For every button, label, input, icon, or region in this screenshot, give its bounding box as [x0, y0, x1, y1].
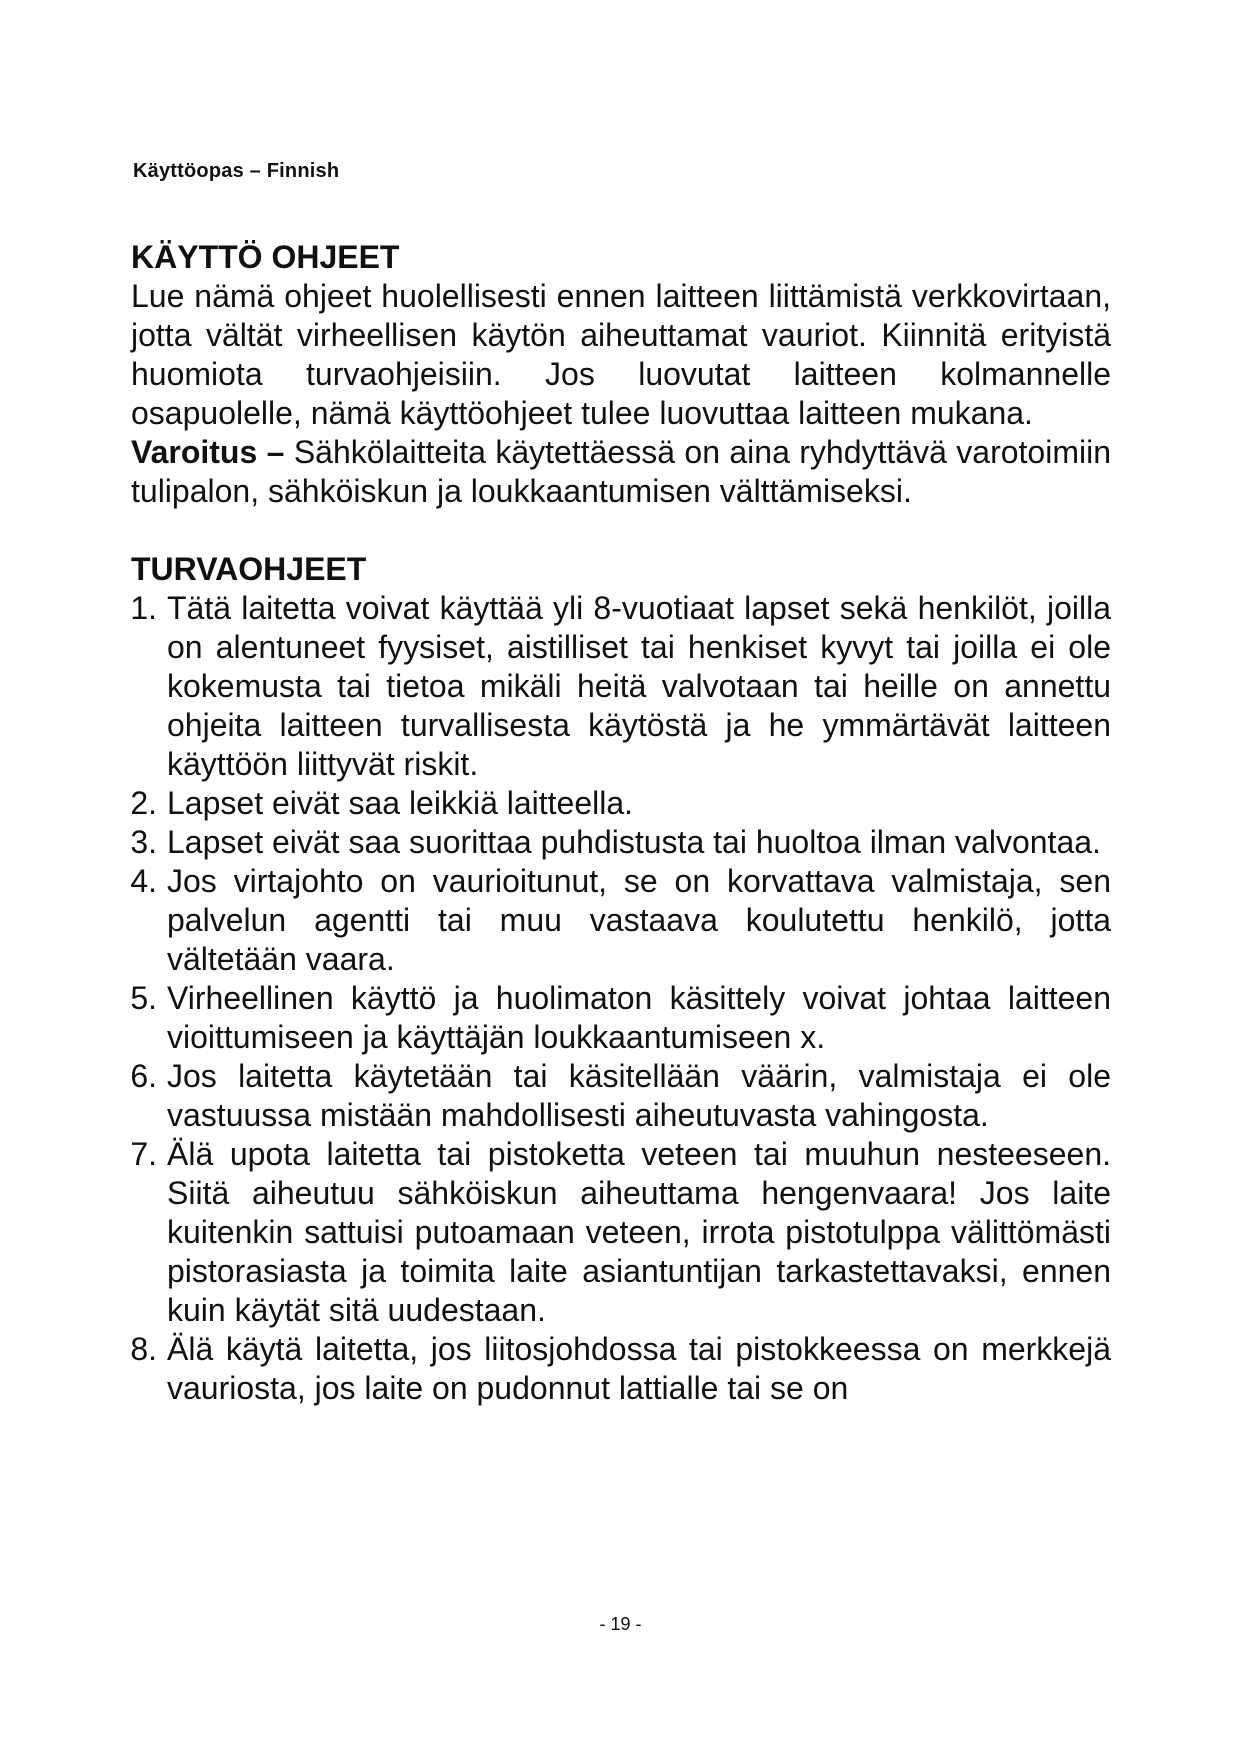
list-item — [131, 862, 1111, 979]
list-item-text: Lapset eivät saa leikkiä laitteella. — [167, 785, 634, 821]
section-spacer — [131, 511, 1111, 550]
list-item-text: Tätä laitetta voivat käyttää yli 8-vuotiaat lapset sekä henkilöt, joilla on alentuneet fyysiset, aistilliset tai henkiset kyvyt tai joilla ei ole kokemusta tai tietoa mikäli heitä valvotaan tai heille on annettu ohjeita laitteen turvallisesta käytöstä ja he ymmärtävät laitteen käyttöön liittyvät riskit. — [167, 590, 1111, 782]
list-item-text: Lapset eivät saa suorittaa puhdistusta tai huoltoa ilman valvontaa. — [167, 824, 1101, 860]
list-item — [131, 589, 1111, 784]
running-header: Käyttöopas – Finnish — [133, 160, 340, 182]
page-content — [131, 238, 1111, 1408]
list-item-number: 1. — [130, 590, 157, 626]
safety-list — [131, 589, 1111, 1408]
list-item-number: 8. — [130, 1331, 157, 1367]
list-item — [131, 1057, 1111, 1135]
list-item-text: Jos laitetta käytetään tai käsitellään väärin, valmistaja ei ole vastuussa mistään mahdollisesti aiheutuvasta vahingosta. — [167, 1058, 1111, 1133]
list-item-number: 5. — [130, 980, 157, 1016]
instructions-section — [131, 238, 1111, 511]
warning-text: Sähkölaitteita käytettäessä on aina ryhdyttävä varotoimiin tulipalon, sähköiskun ja loukkaantumisen välttämiseksi. — [131, 434, 1112, 509]
safety-section — [131, 550, 1111, 1408]
instructions-heading: KÄYTTÖ OHJEET — [131, 239, 400, 275]
list-item-text: Jos virtajohto on vaurioitunut, se on korvattava valmistaja, sen palvelun agentti tai muu vastaava koulutettu henkilö, jotta vältetään vaara. — [167, 863, 1111, 977]
list-item — [131, 979, 1111, 1057]
list-item — [131, 823, 1111, 862]
list-item-number: 4. — [130, 863, 157, 899]
list-item — [131, 1330, 1111, 1408]
list-item-text: Virheellinen käyttö ja huolimaton käsittely voivat johtaa laitteen vioittumiseen ja käyttäjän loukkaantumiseen x. — [167, 980, 1111, 1055]
list-item-number: 6. — [130, 1058, 157, 1094]
list-item — [131, 784, 1111, 823]
list-item-text: Älä upota laitetta tai pistoketta veteen tai muuhun nesteeseen. Siitä aiheutuu sähköiskun aiheuttama hengenvaara! Jos laite kuitenkin sattuisi putoamaan veteen, irrota pistotulppa välittömästi pistorasiasta ja toimita laite asiantuntijan tarkastettavaksi, ennen kuin käytät sitä uudestaan. — [167, 1136, 1111, 1328]
safety-heading: TURVAOHJEET — [131, 551, 367, 587]
list-item — [131, 1135, 1111, 1330]
instructions-intro: Lue nämä ohjeet huolellisesti ennen laitteen liittämistä verkkovirtaan, jotta vältät virheellisen käytön aiheuttamat vauriot. Kiinnitä erityistä huomiota turvaohjeisiin. Jos luovutat laitteen kolmannelle osapuolelle, nämä käyttöohjeet tulee luovuttaa laitteen mukana. — [131, 278, 1111, 431]
list-item-number: 7. — [130, 1136, 157, 1172]
warning-paragraph — [131, 433, 1111, 511]
list-item-number: 3. — [130, 824, 157, 860]
page-number: - 19 - — [599, 1614, 642, 1634]
list-item-number: 2. — [130, 785, 157, 821]
warning-label: Varoitus – — [131, 434, 285, 470]
list-item-text: Älä käytä laitetta, jos liitosjohdossa tai pistokkeessa on merkkejä vauriosta, jos laite on pudonnut lattialle tai se on — [167, 1331, 1111, 1406]
